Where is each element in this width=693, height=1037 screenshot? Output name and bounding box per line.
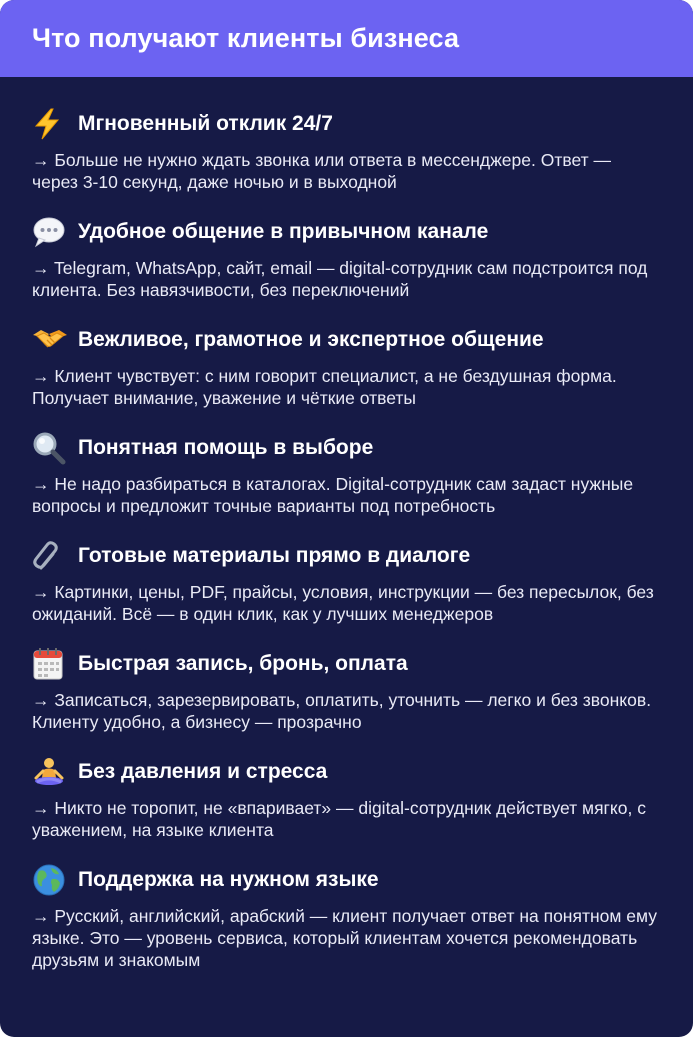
globe-icon	[32, 863, 68, 897]
benefit-title: Готовые материалы прямо в диалоге	[78, 544, 471, 567]
magnifier-icon	[32, 431, 68, 465]
benefit-text: → Не надо разбираться в каталогах. Digital-сотрудник сам задаст нужные вопросы и предложит точные варианты под потребность	[32, 474, 634, 516]
calendar-icon	[32, 647, 68, 681]
benefit-text: → Картинки, цены, PDF, прайсы, условия, инструкции — без пересылок, без ожиданий. Всё — в один клик, как у лучших менеджеров	[32, 582, 654, 624]
benefit-item-no-pressure	[32, 755, 663, 841]
benefit-item-convenient-channel	[32, 215, 663, 301]
benefit-text: → Клиент чувствует: с ним говорит специалист, а не бездушная форма. Получает внимание, уважение и чёткие ответы	[32, 366, 617, 408]
benefit-title: Понятная помощь в выборе	[78, 436, 374, 459]
card-header	[0, 0, 693, 77]
benefit-title: Быстрая запись, бронь, оплата	[78, 652, 408, 675]
handshake-icon	[32, 323, 68, 357]
card-title: Что получают клиенты бизнеса	[32, 23, 460, 53]
benefit-title: Вежливое, грамотное и экспертное общение	[78, 328, 544, 351]
benefit-text: → Telegram, WhatsApp, сайт, email — digital-сотрудник сам подстроится под клиента. Без навязчивости, без переключений	[32, 258, 648, 300]
benefit-text: → Записаться, зарезервировать, оплатить, уточнить — легко и без звонков. Клиенту удобно, а бизнесу — прозрачно	[32, 690, 652, 732]
benefit-item-booking-payment	[32, 647, 663, 733]
benefit-item-language-support	[32, 863, 663, 971]
paperclip-icon	[32, 539, 68, 573]
benefit-title: Удобное общение в привычном канале	[78, 220, 489, 243]
benefit-item-ready-materials	[32, 539, 663, 625]
lightning-icon	[32, 107, 68, 141]
benefit-item-help-choosing	[32, 431, 663, 517]
benefit-title: Мгновенный отклик 24/7	[78, 112, 333, 135]
benefit-text: → Больше не нужно ждать звонка или ответа в мессенджере. Ответ — через 3-10 секунд, даже ночью и в выходной	[32, 150, 611, 192]
benefit-text: → Никто не торопит, не «впаривает» — digital-сотрудник действует мягко, с уважением, на языке клиента	[32, 798, 646, 840]
benefit-item-polite-communication	[32, 323, 663, 409]
speech-bubble-icon	[32, 215, 68, 249]
benefit-item-instant-response	[32, 107, 663, 193]
benefits-list	[0, 77, 693, 971]
benefit-title: Поддержка на нужном языке	[78, 868, 379, 891]
benefit-title: Без давления и стресса	[78, 760, 328, 783]
meditation-icon	[32, 755, 68, 789]
benefit-text: → Русский, английский, арабский — клиент получает ответ на понятном ему языке. Это — уровень сервиса, который клиентам хочется рекомендовать друзьям и знакомым	[32, 906, 657, 970]
